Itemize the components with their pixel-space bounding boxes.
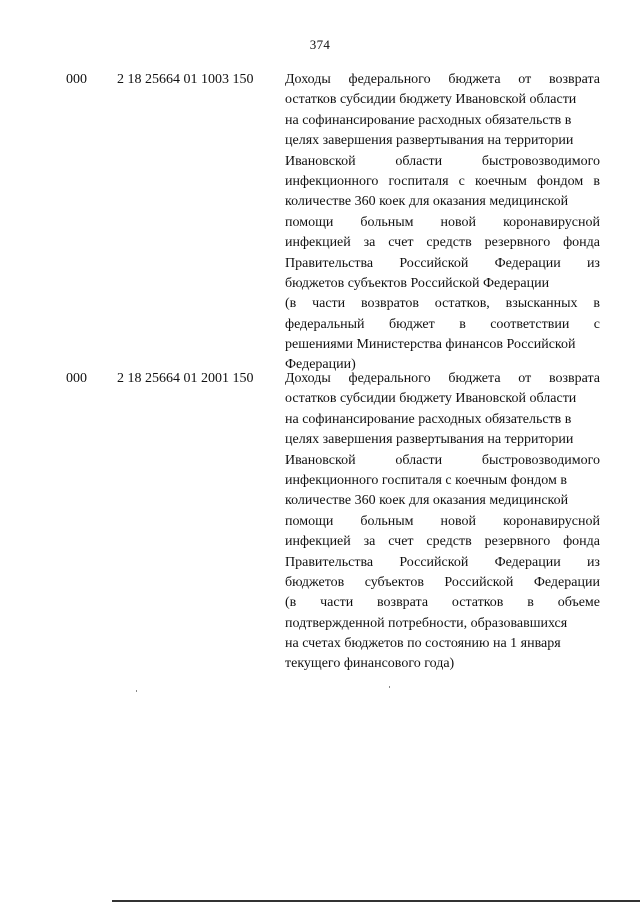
description-word: инфекционного госпиталя с коечным фондом в — [285, 472, 567, 488]
description-word: больным — [360, 214, 414, 230]
description-word: коронавирусной — [503, 214, 600, 230]
description-line — [285, 532, 600, 552]
description-line — [285, 410, 600, 430]
description-word: в — [593, 296, 600, 312]
description-word: новой — [440, 214, 477, 230]
description-word: помощи — [285, 214, 334, 230]
description-word: бюджет — [388, 316, 435, 332]
description-word: от — [518, 371, 532, 386]
description-word: инфекцией — [285, 534, 351, 550]
description-word: целях завершения развертывания на территории — [285, 432, 574, 448]
entry-description — [285, 369, 600, 675]
description-word: Ивановской — [285, 153, 356, 169]
description-word: инфекционного — [285, 173, 379, 189]
description-word: инфекцией — [285, 235, 351, 251]
description-word: количестве 360 коек для оказания медицинской — [285, 493, 569, 509]
description-word: коронавирусной — [503, 513, 600, 529]
page-number: 374 — [309, 37, 331, 52]
description-word: быстровозводимого — [481, 452, 600, 468]
description-word: фонда — [563, 534, 600, 550]
description-line — [285, 451, 600, 471]
description-word: новой — [440, 513, 477, 529]
description-word: федерального — [348, 72, 431, 87]
description-word: резервного — [484, 534, 551, 550]
description-word: части — [320, 595, 354, 611]
description-word: текущего финансового года) — [285, 656, 455, 672]
description-word: федерального — [348, 371, 431, 386]
description-line — [285, 614, 600, 634]
description-line — [285, 213, 600, 233]
description-word: за — [363, 534, 376, 550]
description-word: объеме — [557, 595, 600, 611]
scan-speck — [389, 686, 390, 688]
description-word: на счетах бюджетов по состоянию на 1 января — [285, 636, 561, 652]
description-line — [285, 70, 600, 90]
description-word: средств — [426, 235, 472, 251]
description-word: области — [395, 452, 443, 468]
description-word: Федерации) — [285, 357, 356, 373]
description-word: остатков субсидии бюджету Ивановской области — [285, 391, 577, 407]
description-word: фонда — [563, 235, 600, 251]
description-word: за — [363, 235, 376, 251]
description-word: с — [458, 173, 465, 189]
description-word: остатков субсидии бюджету Ивановской области — [285, 92, 577, 108]
description-word: остатков, — [434, 296, 490, 312]
description-word: количестве 360 коек для оказания медицинской — [285, 194, 569, 210]
description-line — [285, 172, 600, 192]
description-line — [285, 634, 600, 654]
description-word: на софинансирование расходных обязательств в — [285, 112, 572, 128]
description-word: Российской — [399, 554, 469, 570]
description-word: Федерации — [494, 554, 561, 570]
description-word: части — [312, 296, 346, 312]
description-word: Правительства — [285, 554, 374, 570]
description-line — [285, 233, 600, 253]
description-line — [285, 294, 600, 314]
description-word: целях завершения развертывания на территории — [285, 133, 574, 149]
description-line — [285, 254, 600, 274]
description-word: счет — [388, 235, 414, 251]
description-line — [285, 593, 600, 613]
description-word: (в — [285, 296, 297, 312]
description-line — [285, 389, 600, 409]
description-word: фондом — [536, 173, 584, 189]
description-line — [285, 274, 600, 294]
description-word: Правительства — [285, 255, 374, 271]
description-word: Доходы — [285, 371, 331, 386]
description-word: взысканных — [505, 296, 578, 312]
description-word: помощи — [285, 513, 334, 529]
description-word: бюджетов — [285, 574, 345, 590]
description-word: больным — [360, 513, 414, 529]
description-line — [285, 192, 600, 212]
description-word: коечным — [474, 173, 527, 189]
description-line — [285, 152, 600, 172]
description-word: в — [459, 316, 466, 332]
description-word: на софинансирование расходных обязательств в — [285, 411, 572, 427]
description-line — [285, 553, 600, 573]
description-word: Федерации — [494, 255, 561, 271]
description-word: бюджета — [448, 371, 501, 386]
description-word: из — [586, 554, 600, 570]
description-word: с — [593, 316, 600, 332]
description-word: Ивановской — [285, 452, 356, 468]
description-word: в — [593, 173, 600, 189]
description-word: Федерации — [533, 574, 600, 590]
description-line — [285, 654, 600, 674]
description-word: соответствии — [490, 316, 570, 332]
description-word: резервного — [484, 235, 551, 251]
description-word: возврата — [377, 595, 429, 611]
description-word: в — [527, 595, 534, 611]
description-line — [285, 131, 600, 151]
admin-code: 000 — [66, 72, 87, 87]
description-line — [285, 491, 600, 511]
description-word: возврата — [548, 371, 600, 386]
description-word: возвратов — [360, 296, 419, 312]
description-word: Российской — [444, 574, 514, 590]
description-word: быстровозводимого — [481, 153, 600, 169]
scan-bottom-edge — [112, 900, 640, 902]
description-word: бюджета — [448, 72, 501, 87]
description-line — [285, 90, 600, 110]
description-word: области — [395, 153, 443, 169]
description-line — [285, 335, 600, 355]
entry-description — [285, 70, 600, 376]
description-word: решениями Министерства финансов Российской — [285, 337, 576, 353]
description-word: остатков — [451, 595, 504, 611]
description-line — [285, 111, 600, 131]
description-word: госпиталя — [388, 173, 449, 189]
description-word: возврата — [548, 72, 600, 87]
scan-speck — [136, 690, 137, 692]
description-word: счет — [388, 534, 414, 550]
description-line — [285, 573, 600, 593]
description-line — [285, 369, 600, 389]
description-line — [285, 315, 600, 335]
description-line — [285, 471, 600, 491]
description-word: Доходы — [285, 72, 331, 87]
description-word: из — [586, 255, 600, 271]
description-word: федеральный — [285, 316, 365, 332]
budget-classification-code: 2 18 25664 01 1003 150 — [117, 72, 254, 87]
admin-code: 000 — [66, 371, 87, 386]
description-word: от — [518, 72, 532, 87]
description-word: субъектов — [364, 574, 424, 590]
description-line — [285, 430, 600, 450]
description-word: подтвержденной потребности, образовавшихся — [285, 615, 568, 631]
budget-classification-code: 2 18 25664 01 2001 150 — [117, 371, 254, 386]
description-word: бюджетов субъектов Российской Федерации — [285, 275, 550, 291]
description-word: (в — [285, 595, 297, 611]
description-line — [285, 512, 600, 532]
description-word: Российской — [399, 255, 469, 271]
description-word: средств — [426, 534, 472, 550]
